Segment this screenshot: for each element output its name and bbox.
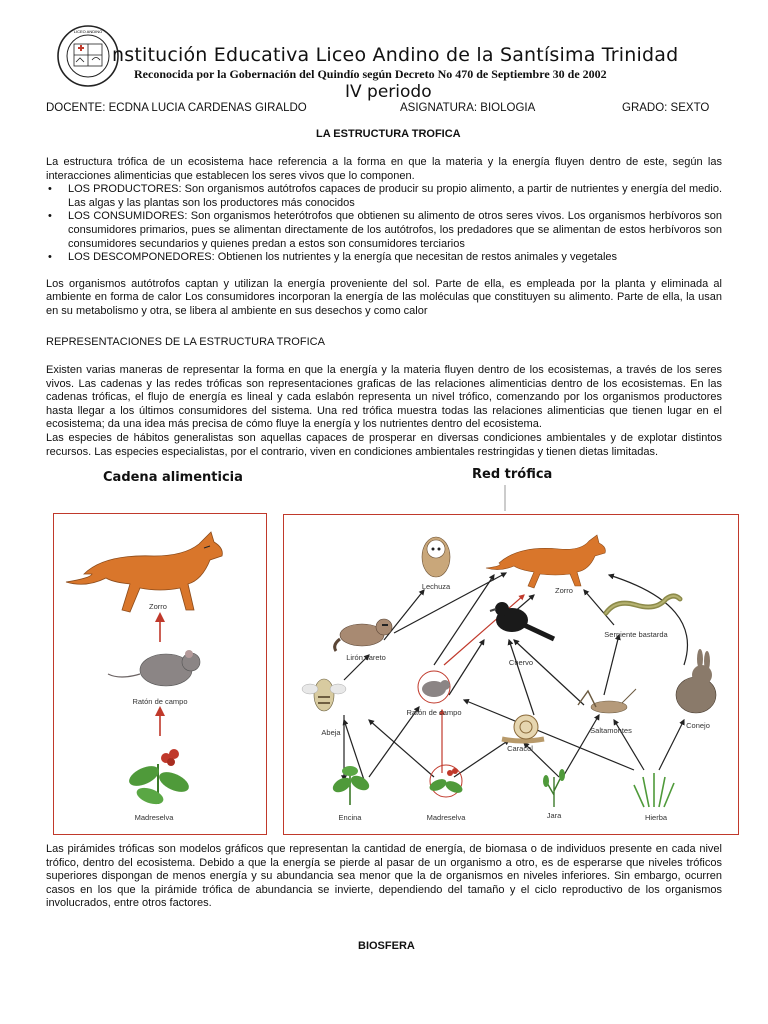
next-section-title-biosfera: BIOSFERA: [358, 940, 415, 952]
web-title-connector: [503, 485, 507, 511]
food-web-illustration: [284, 515, 738, 834]
grass-illustration: [634, 773, 674, 807]
period-label: IV periodo: [345, 82, 432, 102]
list-item-consumidores: • LOS CONSUMIDORES: Son organismos heterótrofos que obtienen su alimento de otros seres vivos. Los organismos herbívoros son consumidores primarios, pues se alimentan directamente de los autótrofos, los predadores que se alimentan de estos herbívoros son consumidores secundarios y quienes predan a estos son consumidores terciarios: [46, 210, 722, 251]
teacher-label: DOCENTE: ECDNA LUCIA CARDENAS GIRALDO: [46, 102, 307, 114]
chain-label-zorro: Zorro: [149, 602, 167, 611]
fox-illustration: [66, 532, 222, 612]
list-item-descomponedores: • LOS DESCOMPONEDORES: Obtienen los nutrientes y la energía que necesitan de restos animales y vegetales: [46, 251, 722, 265]
owl-illustration: [422, 537, 450, 577]
arrow-hierba-conejo: [659, 720, 684, 770]
food-web-figure: [283, 514, 739, 835]
bee-illustration: [302, 679, 346, 711]
chain-arrow-2-head: [155, 706, 165, 716]
food-chain-illustration: [54, 514, 266, 834]
section3-body: Las pirámides tróficas son modelos gráficos que representan la cantidad de energía, de biomasa o de individuos presente en cada nivel trófico, dentro del ecosistema. Debido a que la energía se pierde al pasar de un organismo a otro, es de esperarse que niveles tróficos superiores dispongan de menos energía y su abundancia sea menor que la de organismos en niveles inferiores. Sin embargo, ocurren casos en los que la pirámide trófica de abundancia se invierte, dependiendo del tamaño y el ciclo reproductivo de los organismos involucrados, entre otros factores.: [46, 843, 722, 910]
rockrose-illustration: [543, 769, 565, 807]
arrow-conejo-zorro: [609, 575, 687, 665]
web-label-encina: Encina: [338, 813, 362, 822]
snake-illustration: [606, 596, 680, 613]
list-item-productores: • LOS PRODUCTORES: Son organismos autótrofos capaces de producir su propio alimento, a partir de nutrientes y energía del medio. Las algas y las plantas son los productores más conocidos: [46, 183, 722, 210]
web-label-raton: Ratón de campo: [406, 708, 462, 717]
honeysuckle-illustration: [126, 749, 192, 807]
chain-label-madreselva: Madreselva: [134, 813, 174, 822]
web-label-jara: Jara: [546, 811, 562, 820]
web-label-cuervo: Cuervo: [508, 658, 534, 667]
web-label-serpiente: Serpiente bastarda: [604, 630, 668, 639]
oak-illustration: [330, 766, 371, 805]
arrow-caracol-cuervo: [509, 640, 534, 715]
section-title-representations: REPRESENTACIONES DE LA ESTRUCTURA TROFICA: [46, 336, 325, 348]
web-fox-illustration: [486, 535, 605, 588]
arrow-saltamontes-serpiente: [604, 635, 619, 695]
dormouse-illustration: [335, 619, 392, 651]
arrow-saltamontes-cuervo: [514, 640, 584, 705]
arrow-madreselva-caracol: [454, 740, 509, 777]
mouse-illustration: [108, 650, 200, 686]
snail-illustration: [502, 715, 544, 741]
section2-para1: Existen varias maneras de representar la forma en que la energía y la materia fluyen dentro de los ecosistemas, a través de los seres vivos. Las cadenas y las redes tróficas son representaciones graficas de las relaciones alimenticias dentro de los ecosistemas. En las cadenas tróficas, el flujo de energía es lineal y cada eslabón representa un nivel trófico, comenzando por los organismos productores hasta llegar a los últimos consumidores del sistema. Una red trófica muestra todas las relaciones alimenticias que tienen lugar en el ecosistema; da una idea más precisa de cómo fluye la energía y los nutrientes dentro del ecosistema.: [46, 364, 722, 431]
food-web-title: Red trófica: [472, 467, 553, 482]
chain-label-raton: Ratón de campo: [132, 697, 188, 706]
web-label-abeja: Abeja: [321, 728, 341, 737]
section1-closing: Los organismos autótrofos captan y utilizan la energía proveniente del sol. Parte de ella, es empleada por la planta y eliminada al ambiente en forma de calor Los consumidores incorporan la energía de las moléculas que constituyen su alimento. Parte de ella, la usan en su metabolismo y otra, se libera al ambiente en sus desechos y como calor: [46, 277, 722, 317]
svg-text:LICEO ANDINO: LICEO ANDINO: [73, 29, 103, 34]
web-label-liron: Lirón careto: [346, 653, 386, 662]
web-label-zorro: Zorro: [555, 586, 573, 595]
web-label-hierba: Hierba: [644, 813, 668, 822]
web-label-lechuza: Lechuza: [421, 582, 451, 591]
section2-body: [46, 364, 722, 459]
section1-intro: La estructura trófica de un ecosistema hace referencia a la forma en que la materia y la energía fluyen dentro de este, según las interacciones alimenticias que establecen los seres vivos que lo componen.: [46, 156, 722, 182]
web-label-madreselva: Madreselva: [426, 813, 466, 822]
subject-label: ASIGNATURA: BIOLOGIA: [400, 102, 536, 114]
field-mouse-illustration: [418, 671, 450, 703]
food-chain-figure: [53, 513, 267, 835]
chain-arrow-1-head: [155, 612, 165, 622]
section-title-trophic-structure: LA ESTRUCTURA TROFICA: [316, 128, 461, 140]
food-chain-title: Cadena alimenticia: [103, 470, 243, 485]
trophic-roles-list: [46, 183, 722, 265]
arrow-raton-cuervo: [449, 640, 484, 695]
web-honeysuckle-illustration: [428, 765, 465, 797]
institution-title: nstitución Educativa Liceo Andino de la Santísima Trinidad: [112, 44, 679, 66]
grasshopper-illustration: [578, 689, 636, 713]
web-label-conejo: Conejo: [686, 721, 710, 730]
arrow-madreselva-abeja: [369, 720, 434, 777]
institution-seal-logo: [56, 24, 120, 88]
arrow-jara-saltamontes: [564, 715, 599, 775]
institution-subtitle: Reconocida por la Gobernación del Quindío según Decreto No 470 de Septiembre 30 de 2002: [134, 67, 607, 81]
web-label-saltamontes: Saltamontes: [590, 726, 632, 735]
section1-body: [46, 156, 722, 319]
section2-para2: Las especies de hábitos generalistas son aquellas capaces de prosperar en diversas condiciones ambientales y de explotar distintos recursos. Las especies especialistas, por el contrario, viven en condiciones ambientales restringidas y tienen dietas limitadas.: [46, 431, 722, 458]
crow-illustration: [490, 602, 554, 639]
web-label-caracol: Caracol: [507, 744, 533, 753]
grade-label: GRADO: SEXTO: [622, 102, 710, 114]
rabbit-illustration: [676, 649, 716, 713]
